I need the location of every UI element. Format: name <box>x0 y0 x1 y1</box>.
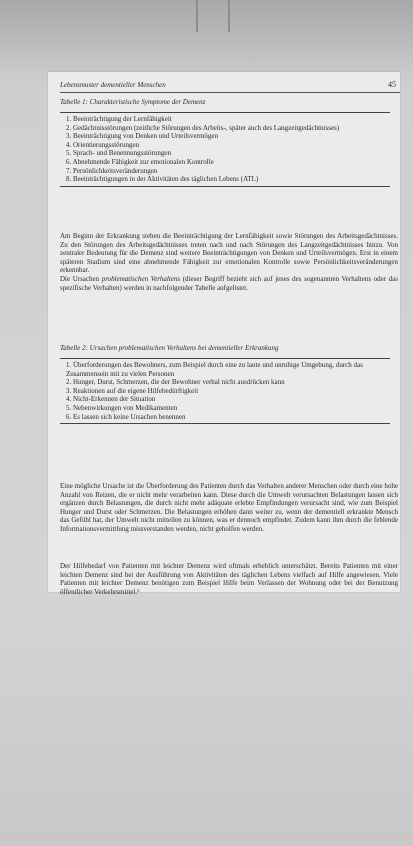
paragraph-1-text: Am Beginn der Erkrankung stehen die Beeinträchtigung der Lernfähigkeit sowie Störungen des Arbeitsgedächtnisses. Zu den Störungen des Arbeitsgedächtnisses treten nach und nach Störungen des Langzeitgedächtnisses hinzu. Von zentraler Bedeutung für die Demenz sind weitere Beeinträchtigungen von Denken und Urteilsvermögen. Erst in einem späteren Stadium sind eine abnehmende Fähigkeit zur emotionalen Kontrolle sowie Persönlichkeitsveränderungen erkennbar. <box>60 232 398 275</box>
fold-mark <box>228 0 230 32</box>
table-1 <box>60 112 390 187</box>
table-1-item: 4. Orientierungsstörungen <box>66 140 140 149</box>
table-1-item: 5. Sprach- und Benennungsstörungen <box>66 149 171 158</box>
table-1-item: 6. Abnehmende Fähigkeit zur emotionalen Kontrolle <box>66 157 214 166</box>
table-1-item: 2. Gedächtnisstörungen (zeitliche Störungen des Arbeits-, später auch des Langzeitgedächtnisses) <box>66 123 340 132</box>
table-2-item: 3. Reaktionen auf die eigene Hilfebedürftigkeit <box>66 386 199 395</box>
running-title: Lebensmuster dementieller Menschen <box>60 81 166 89</box>
body-paragraph-3: Der Hilfebedarf von Patienten mit leichter Demenz wird oftmals erheblich unterschätzt. Bereits Patienten mit einer leichten Demenz sind bei der Ausführung von Aktivitäten des täglichen Lebens vielfach auf Hilfe angewiesen. Viele Patienten mit leichter Demenz benötigen zum Beispiel Hilfe beim Verlassen der Wohnung oder bei der Benutzung öffentlicher Verkehrsmittel.⁶ <box>60 562 398 596</box>
fold-mark <box>196 0 198 32</box>
paragraph-1-text: (dieser Begriff bezieht sich auf jenes des sogenannten Verhaltens oder das spezifische Verhalten) werden in nachfolgender Tabelle aufgelistet. <box>60 274 399 292</box>
table-1-item: 3. Beeinträchtigung von Denken und Urteilsvermögen <box>66 132 219 141</box>
table-1-item: 7. Persönlichkeitsveränderungen <box>66 166 158 175</box>
table-2-item: 5. Nebenwirkungen von Medikamenten <box>66 403 178 412</box>
running-header <box>60 80 400 93</box>
body-paragraph-1 <box>60 232 398 292</box>
body-paragraph-2: Eine mögliche Ursache ist die Überforderung des Patienten durch das Verhalten anderer Menschen oder durch eine hohe Anzahl von Reizen, die er nicht mehr verarbeiten kann. Diese durch die Umwelt verursachten Belastungen lassen sich ergänzen durch Belastungen, die durch nicht mehr adäquate erlebte Empfindungen verursacht sind, wie zum Beispiel Hunger und Durst oder Schmerzen. Die Belastungen erhöhen dann weiter zu, wenn der dementiell erkrankte Mensch das Gefühl hat, der Umwelt nicht mitteilen zu können, was er dennoch empfindet. Zudem kann ihm durch die fehlende Informationsvermittlung missverstanden werden, nicht geholfen werden. <box>60 482 398 533</box>
table-1-caption: Tabelle 1: Charakteristische Symptome der Demenz <box>60 98 206 106</box>
paragraph-1-emphasis: problematischen Verhaltens <box>101 274 181 283</box>
table-1-item: 1. Beeinträchtigung der Lernfähigkeit <box>66 115 172 123</box>
paragraph-1-text: Die Ursachen <box>60 274 102 283</box>
table-2-item: 4. Nicht-Erkennen der Situation <box>66 395 156 404</box>
table-2-item: 2. Hunger, Durst, Schmerzen, die der Bewohner verbal nicht ausdrücken kann <box>66 378 285 387</box>
table-2-item: 1. Überforderungen des Bewohners, zum Beispiel durch eine zu laute und unruhige Umgebung, durch das Zusammensein mit zu vielen Personen <box>66 361 363 378</box>
table-2-item: 6. Es lassen sich keine Ursachen benennen <box>66 412 186 421</box>
table-2-caption: Tabelle 2: Ursachen problematischen Verhaltens bei dementieller Erkrankung <box>60 344 279 352</box>
scan-top-margin <box>0 0 413 72</box>
page-number: 45 <box>388 80 396 89</box>
table-2 <box>60 358 390 424</box>
table-1-item: 8. Beeinträchtigungen in der Aktivitäten des täglichen Lebens (ATL) <box>66 175 259 184</box>
